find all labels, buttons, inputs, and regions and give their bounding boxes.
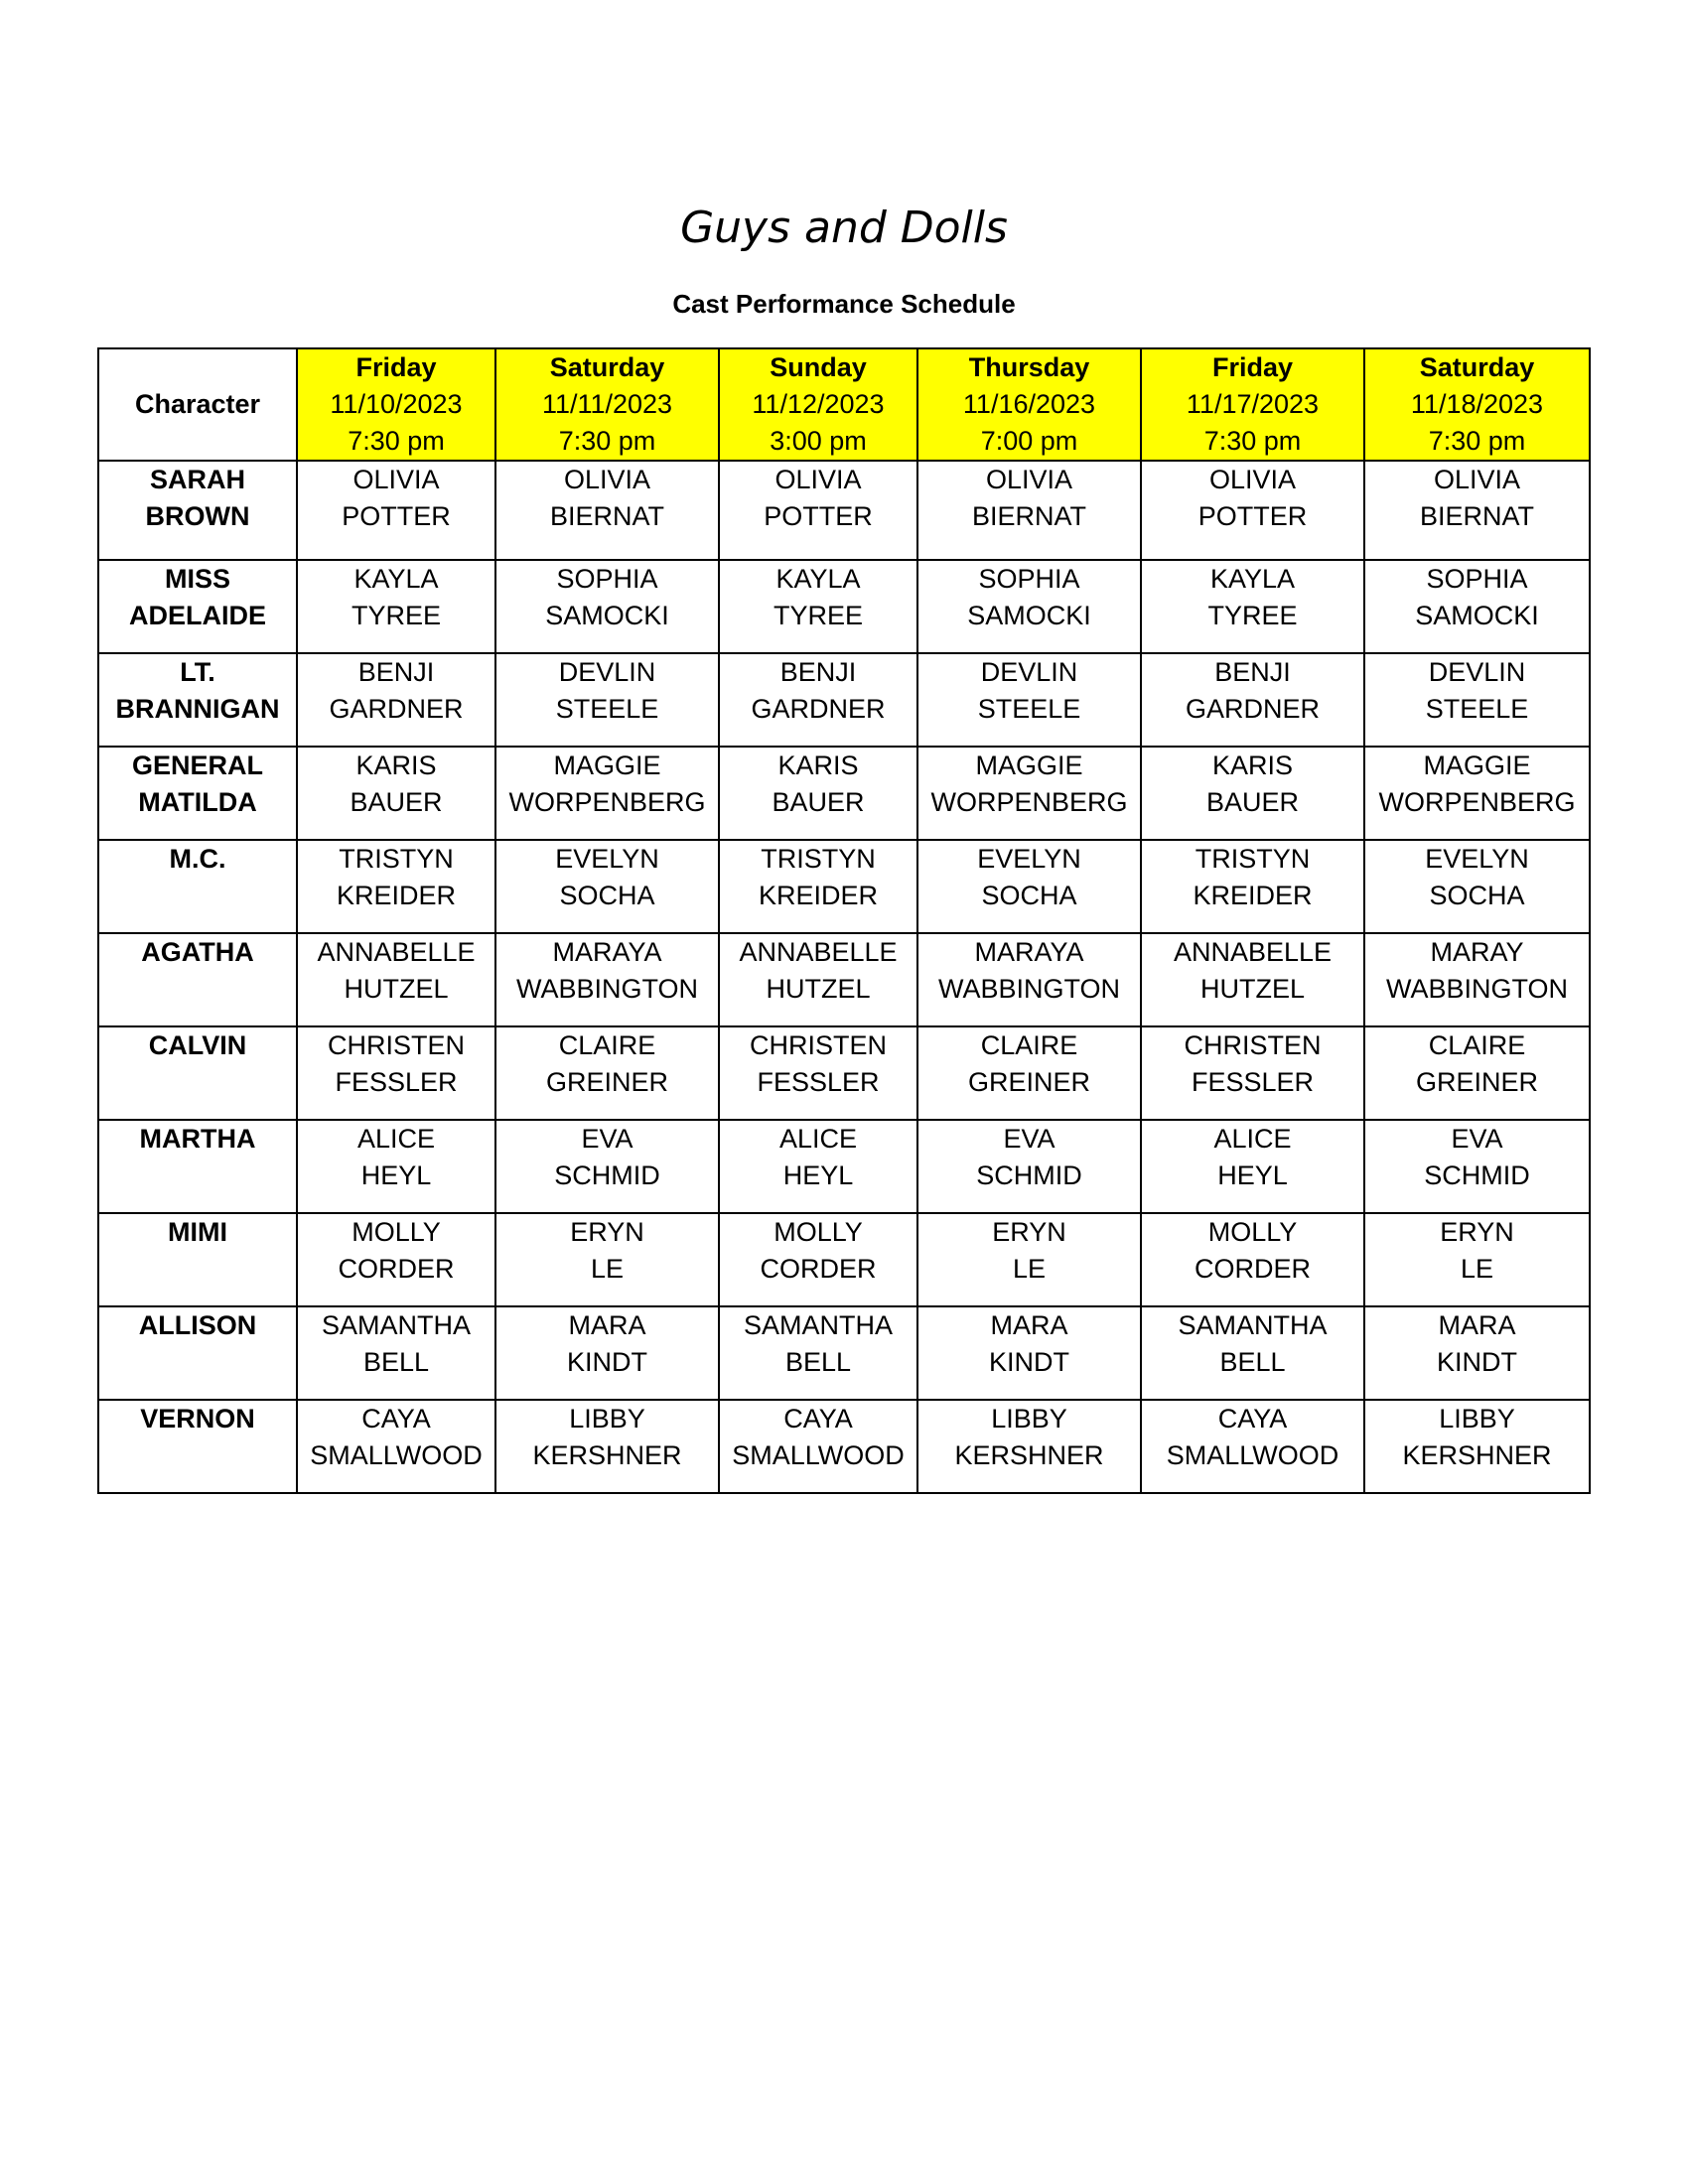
character-name-line <box>99 1251 296 1288</box>
cast-first-name: CAYA <box>783 1404 853 1433</box>
performance-date: 11/10/2023 <box>330 389 463 419</box>
cast-last-name: TYREE <box>351 601 442 630</box>
cast-first-name: SOPHIA <box>978 564 1080 594</box>
header-row <box>98 348 1590 461</box>
cast-first-name: CAYA <box>1217 1404 1288 1433</box>
character-name-line <box>99 1437 296 1474</box>
character-name-line: VERNON <box>140 1404 255 1433</box>
character-name-line: ALLISON <box>138 1310 257 1340</box>
cast-last-name: BELL <box>362 1347 430 1377</box>
cast-first-name: TRISTYN <box>761 844 876 874</box>
cast-first-name: OLIVIA <box>1433 465 1521 494</box>
cast-member-cell <box>1364 1306 1590 1400</box>
cast-last-name: SOCHA <box>559 881 655 910</box>
cast-first-name: ERYN <box>992 1217 1066 1247</box>
cast-member-cell <box>719 1026 917 1120</box>
cast-member-cell <box>297 1026 495 1120</box>
cast-first-name: EVELYN <box>1425 844 1529 874</box>
cast-last-name: GARDNER <box>329 694 464 724</box>
cast-member-cell <box>917 1026 1141 1120</box>
cast-first-name: CLAIRE <box>980 1030 1078 1060</box>
character-name-line: MIMI <box>168 1217 227 1247</box>
cast-member-cell <box>917 653 1141 747</box>
character-name-line: CALVIN <box>148 1030 247 1060</box>
cast-member-cell <box>495 747 719 840</box>
performance-header <box>495 348 719 461</box>
cast-last-name: FESSLER <box>1191 1067 1315 1097</box>
table-row <box>98 747 1590 840</box>
cast-last-name: GREINER <box>1415 1067 1539 1097</box>
cast-member-cell <box>297 461 495 560</box>
character-name-line <box>99 1344 296 1381</box>
cast-last-name: HEYL <box>782 1160 854 1190</box>
cast-member-cell <box>495 1120 719 1213</box>
cast-first-name: MOLLY <box>774 1217 863 1247</box>
cast-member-cell <box>495 1026 719 1120</box>
cast-last-name: GREINER <box>967 1067 1091 1097</box>
cast-member-cell <box>1364 747 1590 840</box>
cast-first-name: MARAYA <box>974 937 1084 967</box>
cast-last-name: CORDER <box>338 1254 455 1284</box>
cast-member-cell <box>1141 1026 1364 1120</box>
performance-day: Sunday <box>770 352 867 382</box>
performance-day: Thursday <box>968 352 1090 382</box>
cast-first-name: EVELYN <box>977 844 1081 874</box>
cast-member-cell <box>495 560 719 653</box>
character-name-line: ADELAIDE <box>128 601 266 630</box>
cast-member-cell <box>1141 1213 1364 1306</box>
cast-last-name: WABBINGTON <box>937 974 1120 1004</box>
cast-first-name: EVELYN <box>555 844 659 874</box>
cast-member-cell <box>719 1400 917 1493</box>
cast-first-name: CAYA <box>361 1404 431 1433</box>
character-name-line: SARAH <box>149 465 245 494</box>
cast-first-name: OLIVIA <box>985 465 1073 494</box>
character-name-line <box>99 971 296 1008</box>
cast-member-cell <box>495 1306 719 1400</box>
cast-last-name: CORDER <box>1194 1254 1311 1284</box>
cast-last-name: GREINER <box>545 1067 669 1097</box>
character-name-cell <box>98 461 297 560</box>
cast-first-name: MARAY <box>1430 937 1524 967</box>
cast-member-cell <box>917 747 1141 840</box>
cast-first-name: DEVLIN <box>558 657 656 687</box>
cast-member-cell <box>917 1120 1141 1213</box>
cast-last-name: SCHMID <box>554 1160 660 1190</box>
cast-first-name: DEVLIN <box>1428 657 1526 687</box>
cast-first-name: OLIVIA <box>774 465 862 494</box>
cast-member-cell <box>297 1213 495 1306</box>
character-name-cell <box>98 560 297 653</box>
cast-first-name: MOLLY <box>352 1217 441 1247</box>
cast-member-cell <box>297 747 495 840</box>
performance-day: Friday <box>355 352 437 382</box>
table-row <box>98 1120 1590 1213</box>
cast-last-name: BAUER <box>772 787 865 817</box>
cast-schedule-table <box>97 347 1591 1494</box>
cast-last-name: KINDT <box>1437 1347 1517 1377</box>
cast-first-name: MAGGIE <box>1423 751 1531 780</box>
cast-first-name: OLIVIA <box>1208 465 1297 494</box>
performance-day: Saturday <box>1419 352 1535 382</box>
cast-first-name: SOPHIA <box>1426 564 1528 594</box>
cast-first-name: LIBBY <box>1439 1404 1515 1433</box>
cast-member-cell <box>495 1213 719 1306</box>
cast-member-cell <box>495 1400 719 1493</box>
cast-first-name: ALICE <box>356 1124 436 1154</box>
cast-last-name: SMALLWOOD <box>310 1440 483 1470</box>
cast-member-cell <box>495 461 719 560</box>
cast-first-name: OLIVIA <box>352 465 440 494</box>
cast-last-name: KERSHNER <box>954 1440 1104 1470</box>
cast-first-name: BENJI <box>779 657 857 687</box>
performance-header <box>297 348 495 461</box>
cast-member-cell <box>1364 461 1590 560</box>
cast-last-name: SCHMID <box>976 1160 1082 1190</box>
performance-date: 11/17/2023 <box>1186 389 1320 419</box>
cast-member-cell <box>495 653 719 747</box>
cast-member-cell <box>297 1120 495 1213</box>
cast-first-name: SAMANTHA <box>321 1310 472 1340</box>
cast-last-name: WORPENBERG <box>930 787 1128 817</box>
performance-date: 11/18/2023 <box>1410 389 1544 419</box>
cast-member-cell <box>1364 653 1590 747</box>
cast-member-cell <box>297 933 495 1026</box>
cast-last-name: HUTZEL <box>1199 974 1305 1004</box>
cast-first-name: KAYLA <box>775 564 861 594</box>
cast-last-name: WABBINGTON <box>1385 974 1568 1004</box>
character-column-header: Character <box>98 348 297 461</box>
table-row <box>98 1400 1590 1493</box>
performance-date: 11/12/2023 <box>752 389 885 419</box>
cast-last-name: STEELE <box>555 694 659 724</box>
cast-first-name: EVA <box>1003 1124 1055 1154</box>
cast-last-name: CORDER <box>760 1254 877 1284</box>
cast-last-name: TYREE <box>1207 601 1298 630</box>
cast-member-cell <box>297 653 495 747</box>
cast-member-cell <box>1141 747 1364 840</box>
cast-last-name: HUTZEL <box>344 974 449 1004</box>
cast-member-cell <box>719 1213 917 1306</box>
cast-member-cell <box>719 461 917 560</box>
performance-time: 7:00 pm <box>980 426 1078 456</box>
performance-time: 3:00 pm <box>770 426 867 456</box>
page-subtitle: Cast Performance Schedule <box>672 289 1016 319</box>
cast-last-name: SOCHA <box>1429 881 1525 910</box>
cast-last-name: HUTZEL <box>766 974 871 1004</box>
cast-first-name: BENJI <box>1214 657 1291 687</box>
table-row <box>98 653 1590 747</box>
performance-day: Friday <box>1211 352 1294 382</box>
cast-first-name: DEVLIN <box>980 657 1078 687</box>
table-row <box>98 840 1590 933</box>
cast-member-cell <box>297 1306 495 1400</box>
cast-last-name: FESSLER <box>757 1067 880 1097</box>
cast-last-name: STEELE <box>1425 694 1529 724</box>
cast-first-name: LIBBY <box>991 1404 1067 1433</box>
character-name-line: BRANNIGAN <box>115 694 280 724</box>
character-name-line: LT. <box>180 657 215 687</box>
cast-last-name: BIERNAT <box>971 501 1086 531</box>
cast-last-name: KINDT <box>989 1347 1069 1377</box>
cast-first-name: ALICE <box>1213 1124 1292 1154</box>
performance-time: 7:30 pm <box>348 426 445 456</box>
cast-last-name: GARDNER <box>751 694 886 724</box>
cast-last-name: BELL <box>1219 1347 1286 1377</box>
cast-last-name: FESSLER <box>335 1067 458 1097</box>
cast-member-cell <box>917 461 1141 560</box>
cast-last-name: HEYL <box>1217 1160 1288 1190</box>
cast-first-name: KARIS <box>777 751 859 780</box>
cast-member-cell <box>1364 840 1590 933</box>
cast-last-name: KERSHNER <box>1402 1440 1552 1470</box>
cast-member-cell <box>1364 933 1590 1026</box>
cast-first-name: ANNABELLE <box>317 937 476 967</box>
character-name-cell <box>98 1400 297 1493</box>
character-name-line: GENERAL <box>131 751 263 780</box>
character-name-line: MATILDA <box>138 787 257 817</box>
cast-member-cell <box>1141 1400 1364 1493</box>
cast-last-name: SAMOCKI <box>1415 601 1539 630</box>
character-name-cell <box>98 1120 297 1213</box>
cast-first-name: KAYLA <box>353 564 439 594</box>
cast-last-name: BIERNAT <box>549 501 664 531</box>
cast-first-name: ERYN <box>1440 1217 1514 1247</box>
cast-first-name: CHRISTEN <box>327 1030 465 1060</box>
cast-last-name: BIERNAT <box>1419 501 1534 531</box>
cast-member-cell <box>495 840 719 933</box>
cast-last-name: KREIDER <box>758 881 879 910</box>
character-name-line: BROWN <box>145 501 250 531</box>
cast-last-name: SCHMID <box>1424 1160 1530 1190</box>
table-row <box>98 1306 1590 1400</box>
cast-member-cell <box>719 933 917 1026</box>
cast-member-cell <box>1364 1120 1590 1213</box>
cast-first-name: KARIS <box>355 751 437 780</box>
cast-first-name: MARA <box>568 1310 646 1340</box>
cast-last-name: SOCHA <box>981 881 1077 910</box>
cast-last-name: KREIDER <box>336 881 457 910</box>
cast-member-cell <box>1141 1306 1364 1400</box>
cast-member-cell <box>1364 1400 1590 1493</box>
cast-first-name: ANNABELLE <box>1173 937 1333 967</box>
table-row <box>98 933 1590 1026</box>
table-row <box>98 1026 1590 1120</box>
cast-last-name: KINDT <box>567 1347 647 1377</box>
character-name-line: MISS <box>164 564 230 594</box>
cast-first-name: MARA <box>1438 1310 1516 1340</box>
character-name-cell <box>98 653 297 747</box>
cast-last-name: WORPENBERG <box>1378 787 1576 817</box>
cast-last-name: BAUER <box>350 787 443 817</box>
cast-last-name: SMALLWOOD <box>732 1440 905 1470</box>
character-name-line: MARTHA <box>139 1124 256 1154</box>
cast-first-name: SOPHIA <box>556 564 658 594</box>
cast-member-cell <box>917 1306 1141 1400</box>
cast-member-cell <box>917 1213 1141 1306</box>
cast-member-cell <box>297 1400 495 1493</box>
performance-time: 7:30 pm <box>558 426 656 456</box>
character-name-cell <box>98 840 297 933</box>
cast-last-name: POTTER <box>764 501 873 531</box>
cast-member-cell <box>917 1400 1141 1493</box>
character-name-line <box>99 878 296 914</box>
cast-last-name: SAMOCKI <box>967 601 1091 630</box>
character-name-cell <box>98 747 297 840</box>
cast-member-cell <box>1364 560 1590 653</box>
character-name-cell <box>98 933 297 1026</box>
cast-last-name: WORPENBERG <box>508 787 706 817</box>
performance-day: Saturday <box>549 352 665 382</box>
cast-last-name: POTTER <box>1197 501 1308 531</box>
page-title: Guys and Dolls <box>680 203 1008 253</box>
performance-header <box>1364 348 1590 461</box>
cast-member-cell <box>1364 1213 1590 1306</box>
cast-first-name: BENJI <box>357 657 435 687</box>
schedule-body <box>98 461 1590 1493</box>
cast-first-name: SAMANTHA <box>743 1310 894 1340</box>
table-row <box>98 560 1590 653</box>
cast-first-name: KARIS <box>1211 751 1294 780</box>
cast-member-cell <box>917 933 1141 1026</box>
table-row <box>98 461 1590 560</box>
cast-last-name: KERSHNER <box>532 1440 682 1470</box>
character-name-line <box>99 1158 296 1194</box>
cast-last-name: BAUER <box>1205 787 1300 817</box>
cast-last-name: SMALLWOOD <box>1166 1440 1339 1470</box>
cast-first-name: SAMANTHA <box>1178 1310 1328 1340</box>
cast-last-name: POTTER <box>342 501 451 531</box>
performance-header <box>719 348 917 461</box>
cast-first-name: TRISTYN <box>1195 844 1311 874</box>
cast-member-cell <box>1141 933 1364 1026</box>
cast-member-cell <box>719 653 917 747</box>
cast-member-cell <box>495 933 719 1026</box>
cast-last-name: TYREE <box>773 601 864 630</box>
cast-member-cell <box>297 560 495 653</box>
cast-last-name: GARDNER <box>1185 694 1320 724</box>
cast-last-name: STEELE <box>977 694 1081 724</box>
cast-first-name: ALICE <box>778 1124 858 1154</box>
cast-first-name: CHRISTEN <box>749 1030 887 1060</box>
cast-last-name: WABBINGTON <box>515 974 698 1004</box>
table-row <box>98 1213 1590 1306</box>
cast-first-name: EVA <box>1451 1124 1503 1154</box>
cast-member-cell <box>1141 1120 1364 1213</box>
cast-first-name: ERYN <box>570 1217 644 1247</box>
cast-last-name: LE <box>590 1254 625 1284</box>
cast-member-cell <box>917 840 1141 933</box>
character-name-line <box>99 1064 296 1101</box>
cast-first-name: MARA <box>990 1310 1068 1340</box>
cast-first-name: KAYLA <box>1209 564 1296 594</box>
cast-last-name: BELL <box>784 1347 852 1377</box>
cast-member-cell <box>719 747 917 840</box>
cast-member-cell <box>1141 653 1364 747</box>
character-name-line: AGATHA <box>141 937 254 967</box>
cast-member-cell <box>1364 1026 1590 1120</box>
performance-header <box>1141 348 1364 461</box>
performance-date: 11/11/2023 <box>541 389 673 419</box>
cast-first-name: ANNABELLE <box>739 937 898 967</box>
cast-first-name: OLIVIA <box>563 465 651 494</box>
character-name-cell <box>98 1026 297 1120</box>
cast-first-name: MOLLY <box>1207 1217 1298 1247</box>
cast-last-name: LE <box>1012 1254 1047 1284</box>
performance-time: 7:30 pm <box>1428 426 1526 456</box>
cast-member-cell <box>297 840 495 933</box>
cast-first-name: LIBBY <box>569 1404 645 1433</box>
performance-date: 11/16/2023 <box>962 389 1096 419</box>
cast-member-cell <box>1141 840 1364 933</box>
cast-first-name: MARAYA <box>552 937 662 967</box>
cast-last-name: KREIDER <box>1193 881 1313 910</box>
cast-member-cell <box>719 560 917 653</box>
performance-header <box>917 348 1141 461</box>
character-name-cell <box>98 1213 297 1306</box>
character-name-cell <box>98 1306 297 1400</box>
character-name-line: M.C. <box>169 844 226 874</box>
cast-first-name: MAGGIE <box>975 751 1083 780</box>
performance-time: 7:30 pm <box>1203 426 1302 456</box>
cast-last-name: SAMOCKI <box>545 601 669 630</box>
cast-first-name: CHRISTEN <box>1184 1030 1322 1060</box>
cast-member-cell <box>1141 461 1364 560</box>
cast-member-cell <box>719 1306 917 1400</box>
cast-member-cell <box>1141 560 1364 653</box>
cast-member-cell <box>719 1120 917 1213</box>
cast-first-name: EVA <box>581 1124 633 1154</box>
cast-last-name: LE <box>1460 1254 1494 1284</box>
cast-first-name: CLAIRE <box>1428 1030 1526 1060</box>
cast-last-name: HEYL <box>360 1160 432 1190</box>
cast-member-cell <box>917 560 1141 653</box>
cast-member-cell <box>719 840 917 933</box>
cast-first-name: CLAIRE <box>558 1030 656 1060</box>
cast-first-name: TRISTYN <box>339 844 454 874</box>
cast-first-name: MAGGIE <box>553 751 661 780</box>
